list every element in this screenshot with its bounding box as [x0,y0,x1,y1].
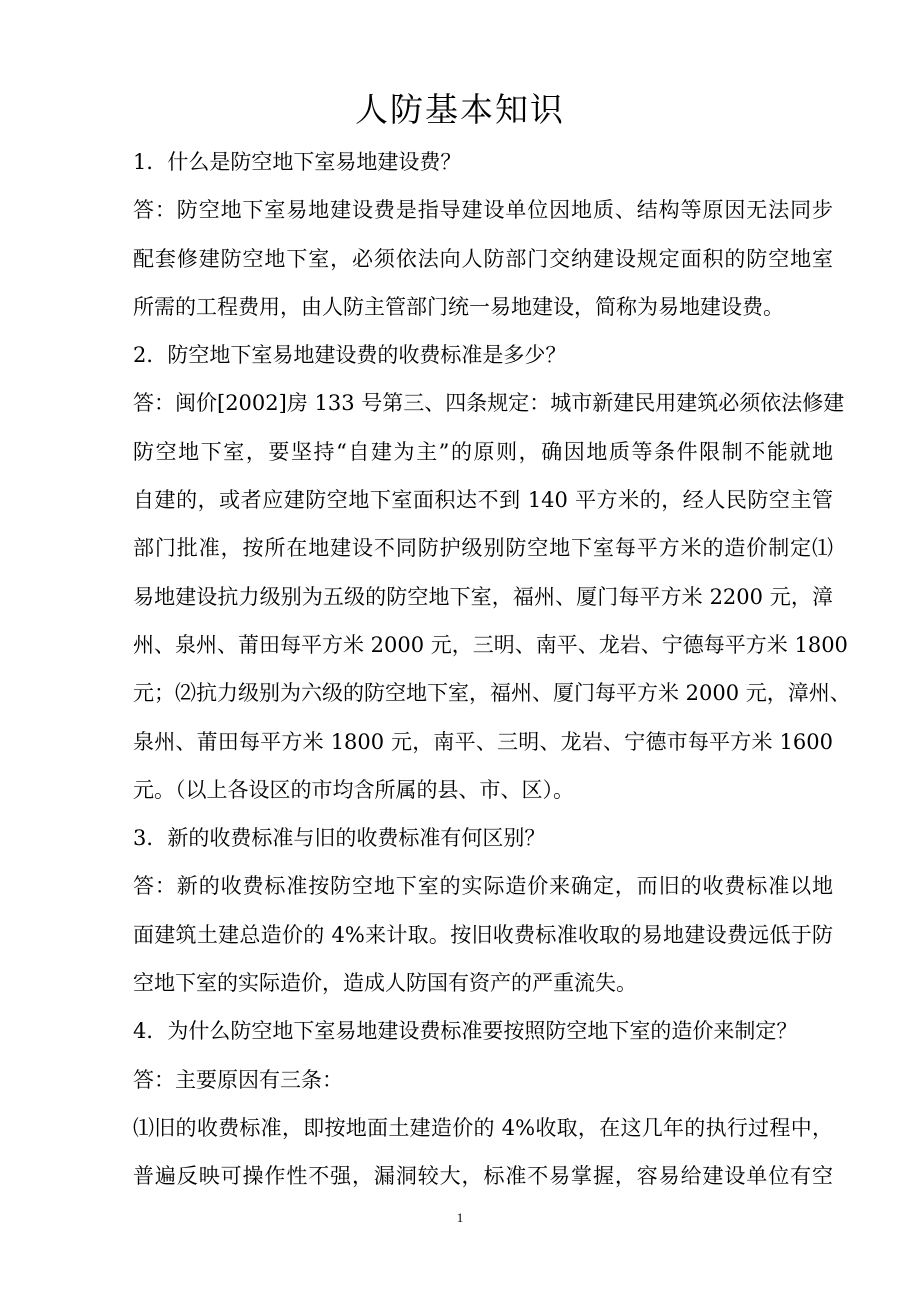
question-3: 3．新的收费标准与旧的收费标准有何区别？ [133,826,546,851]
answer-line: 所需的工程费用，由人防主管部门统一易地建设，简称为易地建设费。 [133,294,784,319]
answer-line: ⑴旧的收费标准，即按地面土建造价的 4%收取，在这几年的执行过程中， [133,1115,833,1140]
answer-line: 答：防空地下室易地建设费是指导建设单位因地质、结构等原因无法同步 [133,198,833,223]
answer-line: 易地建设抗力级别为五级的防空地下室，福州、厦门每平方米 2200 元，漳 [133,584,833,609]
answer-line: 州、泉州、莆田每平方米 2000 元，三明、南平、龙岩、宁德每平方米 1800 [133,632,848,657]
question-1: 1．什么是防空地下室易地建设费？ [133,150,462,174]
question-4: 4．为什么防空地下室易地建设费标准要按照防空地下室的造价来制定？ [133,1019,798,1044]
answer-line: 普遍反映可操作性不强，漏洞较大，标准不易掌握，容易给建设单位有空 [133,1164,833,1189]
answer-line: 元；⑵抗力级别为六级的防空地下室，福州、厦门每平方米 2000 元，漳州、 [133,681,851,706]
answer-line: 答：主要原因有三条： [133,1067,343,1092]
page-number: 1 [456,1210,464,1225]
answer-line: 部门批准，按所在地建设不同防护级别防空地下室每平方米的造价制定⑴ [133,536,833,561]
answer-line: 泉州、莆田每平方米 1800 元，南平、三明、龙岩、宁德市每平方米 1600 [133,729,833,754]
answer-line: 防空地下室，要坚持“自建为主”的原则，确因地质等条件限制不能就地 [133,439,833,464]
question-2: 2．防空地下室易地建设费的收费标准是多少？ [133,343,567,368]
document-body [133,148,851,1211]
answer-line: 答：新的收费标准按防空地下室的实际造价来确定，而旧的收费标准以地 [133,874,833,899]
answer-line: 元。（以上各设区的市均含所属的县、市、区）。 [133,777,574,802]
answer-line: 自建的，或者应建防空地下室面积达不到 140 平方米的，经人民防空主管 [133,488,833,513]
answer-line: 面建筑土建总造价的 4%来计取。按旧收费标准收取的易地建设费远低于防 [133,922,833,947]
answer-line: 空地下室的实际造价，造成人防国有资产的严重流失。 [133,971,637,996]
answer-line: 答：闽价[2002]房 133 号第三、四条规定：城市新建民用建筑必须依法修建 [133,391,845,416]
answer-line: 配套修建防空地下室，必须依法向人防部门交纳建设规定面积的防空地室 [133,246,833,271]
document-title: 人防基本知识 [355,90,565,129]
